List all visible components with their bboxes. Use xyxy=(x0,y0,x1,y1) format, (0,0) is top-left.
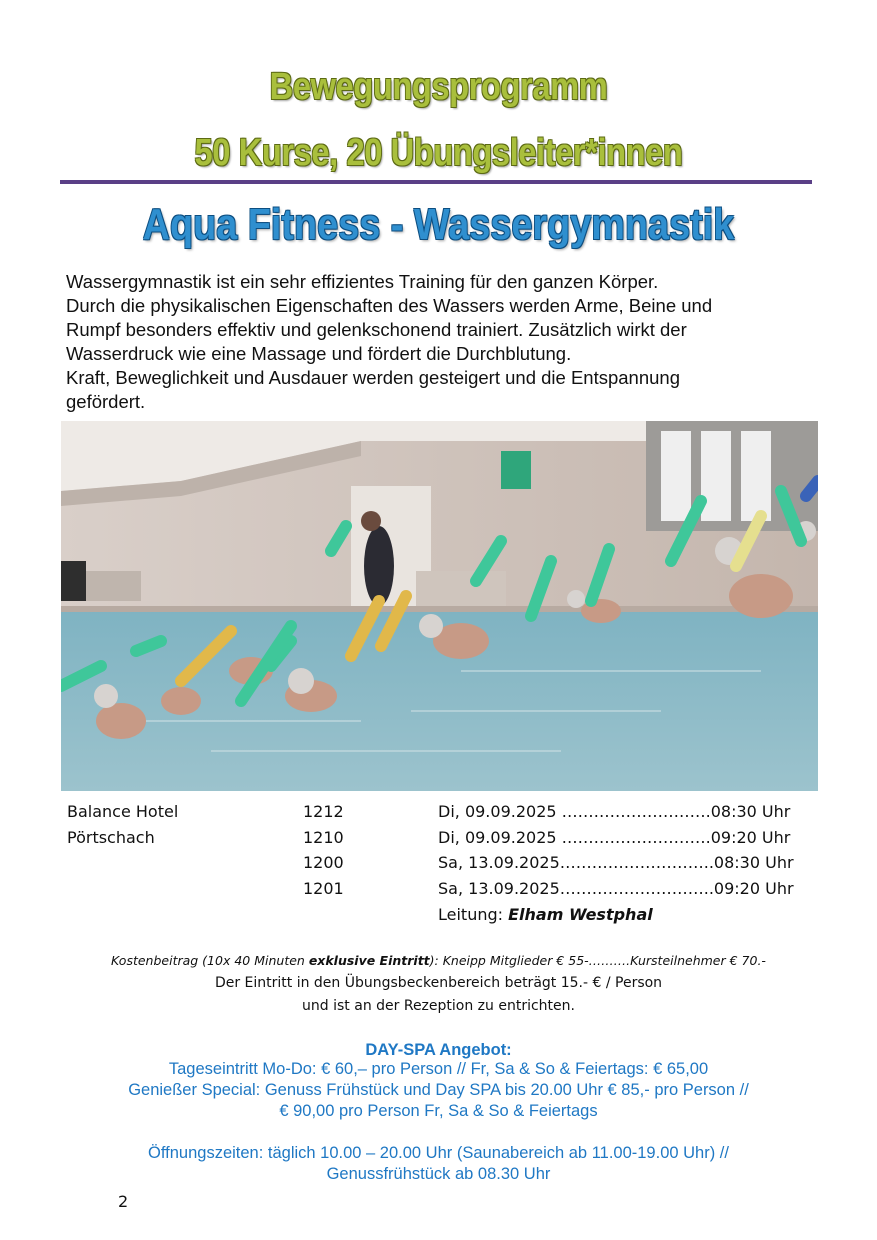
entry-fee-line-1: Der Eintritt in den Übungsbeckenbereich beträgt 15.- € / Person xyxy=(214,975,663,991)
intro-line: Wassergymnastik ist ein sehr effizientes Training für den ganzen Körper. xyxy=(66,271,659,292)
fee-suffix: ): Kneipp Mitglieder € 55-……….Kursteilnehmer € 70.- xyxy=(429,953,766,968)
location-line-1: Balance Hotel xyxy=(67,802,179,821)
course-schedule xyxy=(0,800,877,930)
fee-bold: exklusive Eintritt xyxy=(308,953,430,968)
title-line-1: Bewegungsprogramm xyxy=(269,66,608,108)
day-spa-line-3: € 90,00 pro Person Fr, Sa & So & Feiertags xyxy=(279,1102,598,1120)
course-code: 1201 xyxy=(303,879,344,898)
header-divider xyxy=(60,180,812,184)
intro-paragraph xyxy=(66,270,806,414)
fee-prefix: Kostenbeitrag (10x 40 Minuten xyxy=(111,953,309,968)
leader-label: Leitung: xyxy=(438,905,509,924)
course-title: Aqua Fitness - Wassergymnastik xyxy=(142,200,735,249)
opening-hours-line-1: Öffnungszeiten: täglich 10.00 – 20.00 Uhr (Saunabereich ab 11.00-19.00 Uhr) // xyxy=(148,1144,729,1162)
day-spa-line-1: Tageseintritt Mo-Do: € 60,– pro Person // Fr, Sa & So & Feiertags: € 65,00 xyxy=(168,1060,709,1078)
intro-line: Wasserdruck wie eine Massage und fördert die Durchblutung. xyxy=(66,343,572,364)
course-date-time: Di, 09.09.2025 ……………………….09:20 Uhr xyxy=(438,828,791,847)
course-date-time: Sa, 13.09.2025………………………..09:20 Uhr xyxy=(438,879,794,898)
course-code: 1200 xyxy=(303,853,344,872)
opening-hours-line-2: Genussfrühstück ab 08.30 Uhr xyxy=(326,1165,551,1183)
aqua-fitness-photo xyxy=(61,421,818,791)
day-spa-title: DAY-SPA Angebot: xyxy=(365,1041,512,1059)
page-number: 2 xyxy=(118,1192,129,1211)
location-line-2: Pörtschach xyxy=(67,828,155,847)
course-leader xyxy=(438,905,653,924)
leader-name: Elham Westphal xyxy=(508,905,653,924)
intro-line: Kraft, Beweglichkeit und Ausdauer werden gesteigert und die Entspannung xyxy=(66,367,680,388)
intro-line: gefördert. xyxy=(66,391,146,412)
course-date-time: Sa, 13.09.2025………………………..08:30 Uhr xyxy=(438,853,794,872)
title-line-2: 50 Kurse, 20 Übungsleiter*innen xyxy=(194,132,683,174)
day-spa-line-2: Genießer Special: Genuss Frühstück und Day SPA bis 20.00 Uhr € 85,- pro Person // xyxy=(128,1081,749,1099)
entry-fee-line-2: und ist an der Rezeption zu entrichten. xyxy=(302,998,575,1014)
course-date-time: Di, 09.09.2025 ……………………….08:30 Uhr xyxy=(438,802,791,821)
fee-info xyxy=(0,953,877,968)
course-code: 1210 xyxy=(303,828,344,847)
intro-line: Durch die physikalischen Eigenschaften des Wassers werden Arme, Beine und xyxy=(66,295,713,316)
course-code: 1212 xyxy=(303,802,344,821)
intro-line: Rumpf besonders effektiv und gelenkschonend trainiert. Zusätzlich wirkt der xyxy=(66,319,687,340)
